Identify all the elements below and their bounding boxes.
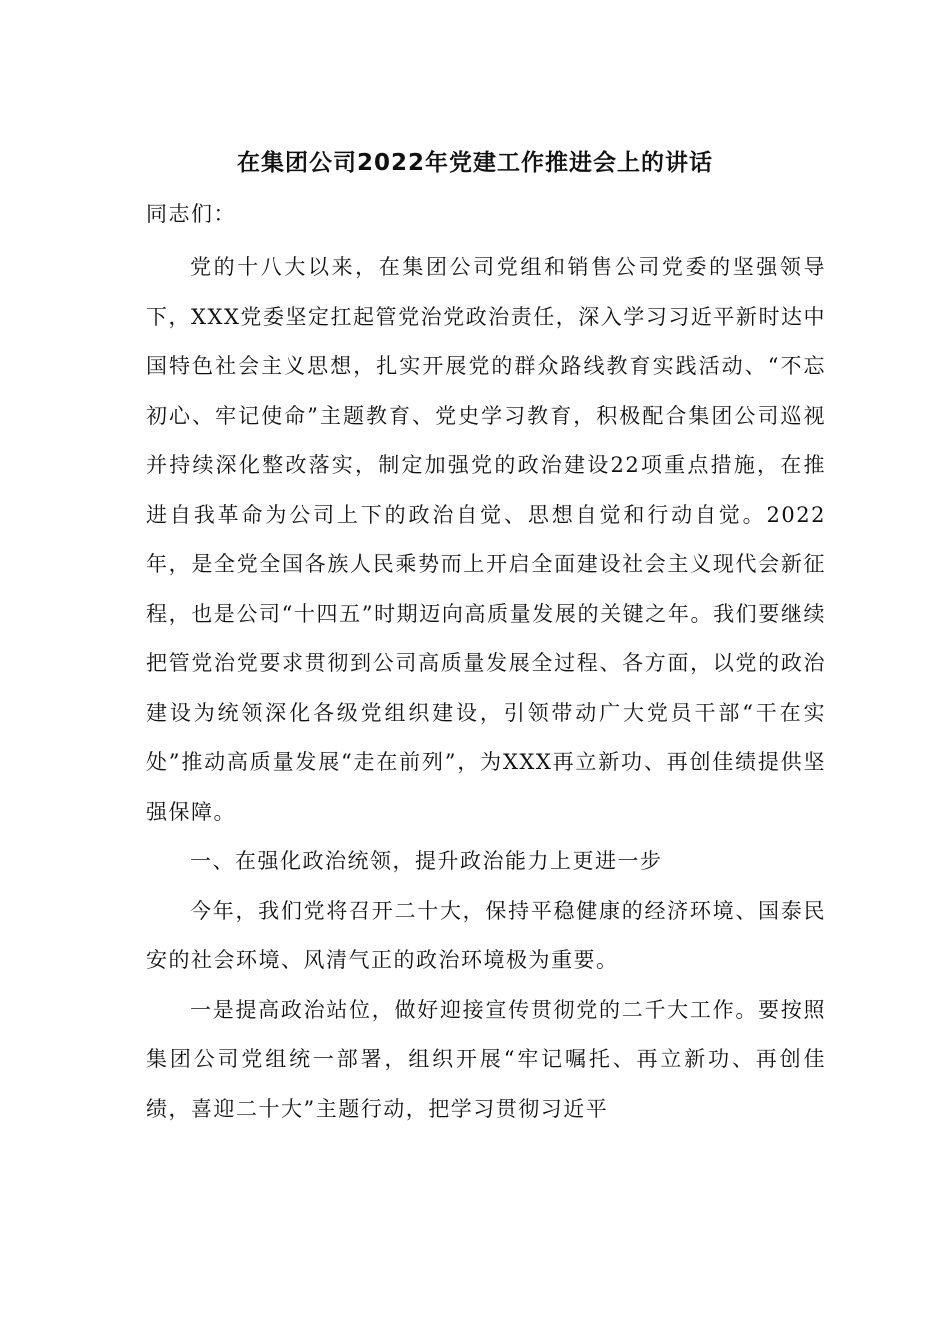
paragraph-this-year: 今年，我们党将召开二十大，保持平稳健康的经济环境、国泰民安的社会环境、风清气正的政治环境极为重要。	[146, 898, 826, 972]
section-heading-1: 一、在强化政治统领，提升政治能力上更进一步	[190, 849, 663, 873]
paragraph-intro: 党的十八大以来，在集团公司党组和销售公司党委的坚强领导下，XXX党委坚定扛起管党治党政治责任，深入学习习近平新时达中国特色社会主义思想，扎实开展党的群众路线教育实践活动、“不忘初心、牢记使命”主题教育、党史学习教育，积极配合集团公司巡视并持续深化整改落实，制定加强党的政治建设22项重点措施，在推进自我革命为公司上下的政治自觉、思想自觉和行动自觉。2022年，是全党全国各族人民乘势而上开启全面建设社会主义现代会新征程，也是公司“十四五”时期迈向高质量发展的关键之年。我们要继续把管党治党要求贯彻到公司高质量发展全过程、各方面，以党的政治建设为统领深化各级党组织建设，引领带动广大党员干部“干在实处”推动高质量发展“走在前列”，为XXX再立新功、再创佳绩提供坚强保障。	[146, 255, 826, 824]
paragraph-point-one: 一是提高政治站位，做好迎接宣传贯彻党的二千大工作。要按照集团公司党组统一部署，组织开展“牢记嘱托、再立新功、再创佳绩，喜迎二十大”主题行动，把学习贯彻习近平	[146, 997, 826, 1121]
document-body	[146, 185, 826, 1134]
salutation: 同志们：	[146, 202, 236, 226]
document-title: 在集团公司2022年党建工作推进会上的讲话	[236, 150, 713, 176]
